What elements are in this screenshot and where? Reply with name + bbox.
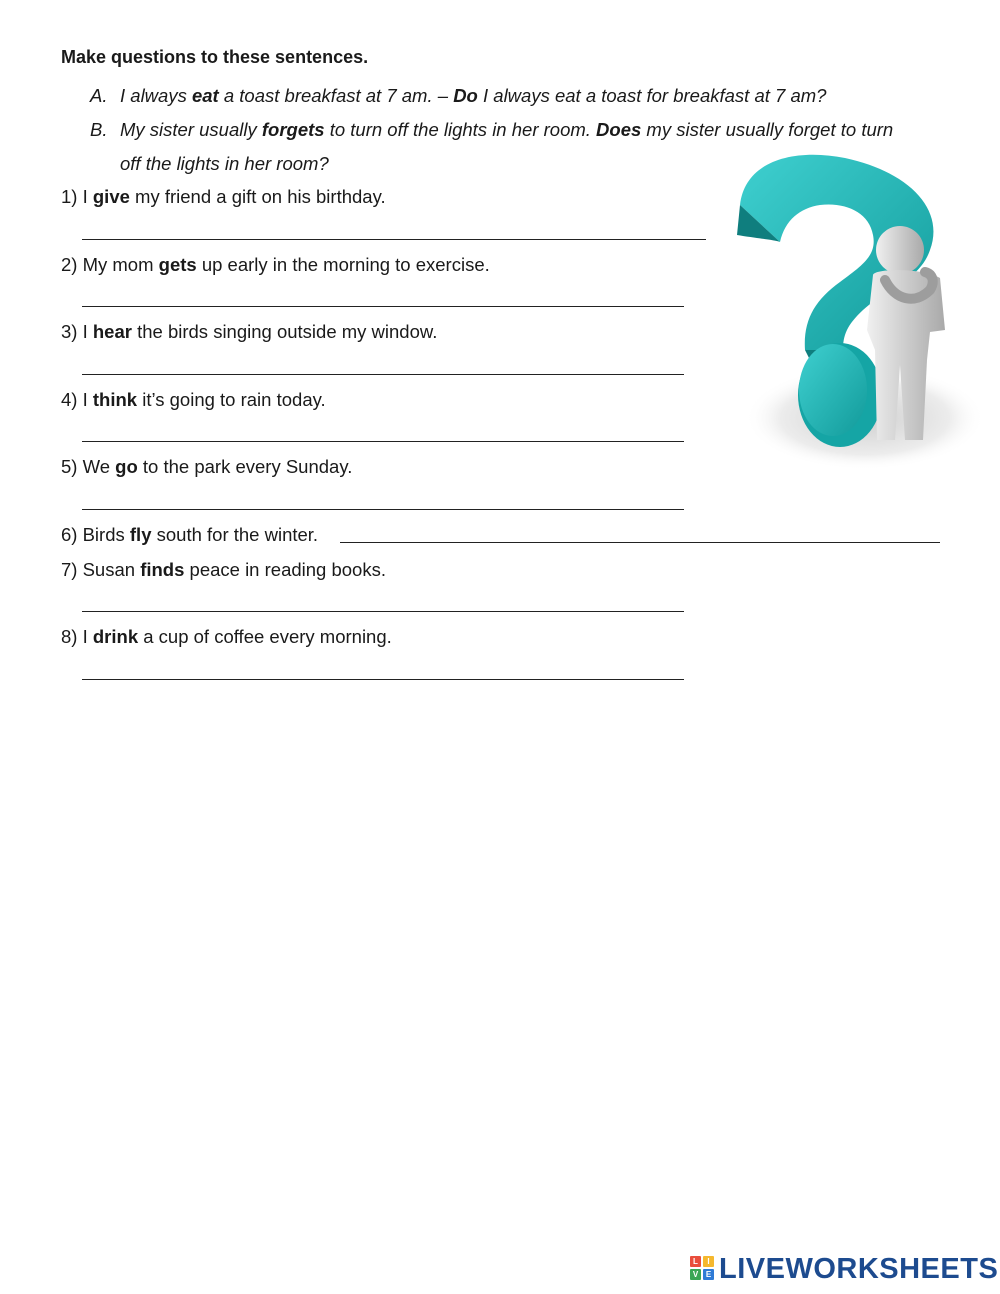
question-verb: finds (140, 559, 185, 580)
question-4: 4) I think it’s going to rain today. (61, 389, 326, 410)
logo-text: LIVEWORKSHEETS (719, 1252, 999, 1285)
question-verb: give (92, 186, 130, 207)
question-verb: drink (92, 626, 139, 647)
question-verb: gets (158, 254, 197, 275)
answer-line-6[interactable] (340, 542, 940, 543)
example-verb: eat (191, 85, 219, 106)
liveworksheets-logo (690, 1252, 998, 1286)
question-mark-person-illustration (735, 150, 985, 475)
example-text: I always eat a toast breakfast at 7 am. – Do I always eat a toast for breakfast at 7 am? (120, 85, 827, 106)
question-5: 5) We go to the park every Sunday. (61, 456, 353, 477)
example-question-word: Do (453, 85, 478, 106)
answer-line-3[interactable] (82, 374, 684, 375)
question-3: 3) I hear the birds singing outside my window. (61, 321, 438, 342)
logo-mark-icon: L I V E (690, 1256, 716, 1282)
example-question-word: Does (596, 119, 642, 140)
example-letter: A. (90, 85, 108, 106)
question-1: 1) I give my friend a gift on his birthday. (61, 186, 386, 207)
question-8: 8) I drink a cup of coffee every morning. (61, 626, 392, 647)
example-text-continued: off the lights in her room? (120, 153, 329, 174)
question-verb: fly (129, 524, 152, 545)
question-2: 2) My mom gets up early in the morning to exercise. (61, 254, 490, 275)
title: Make questions to these sentences. (61, 47, 369, 67)
answer-line-2[interactable] (82, 306, 684, 307)
example-verb: forgets (261, 119, 325, 140)
answer-line-5[interactable] (82, 509, 684, 510)
question-verb: hear (92, 321, 132, 342)
example-letter: B. (90, 119, 108, 140)
question-6: 6) Birds fly south for the winter. (61, 524, 319, 545)
answer-line-7[interactable] (82, 611, 684, 612)
answer-line-8[interactable] (82, 679, 684, 680)
answer-line-4[interactable] (82, 441, 684, 442)
answer-line-1[interactable] (82, 239, 706, 240)
question-7: 7) Susan finds peace in reading books. (61, 559, 386, 580)
question-verb: go (115, 456, 138, 477)
question-verb: think (92, 389, 138, 410)
example-text: My sister usually forgets to turn off the lights in her room. Does my sister usually forget to turn (120, 119, 894, 140)
